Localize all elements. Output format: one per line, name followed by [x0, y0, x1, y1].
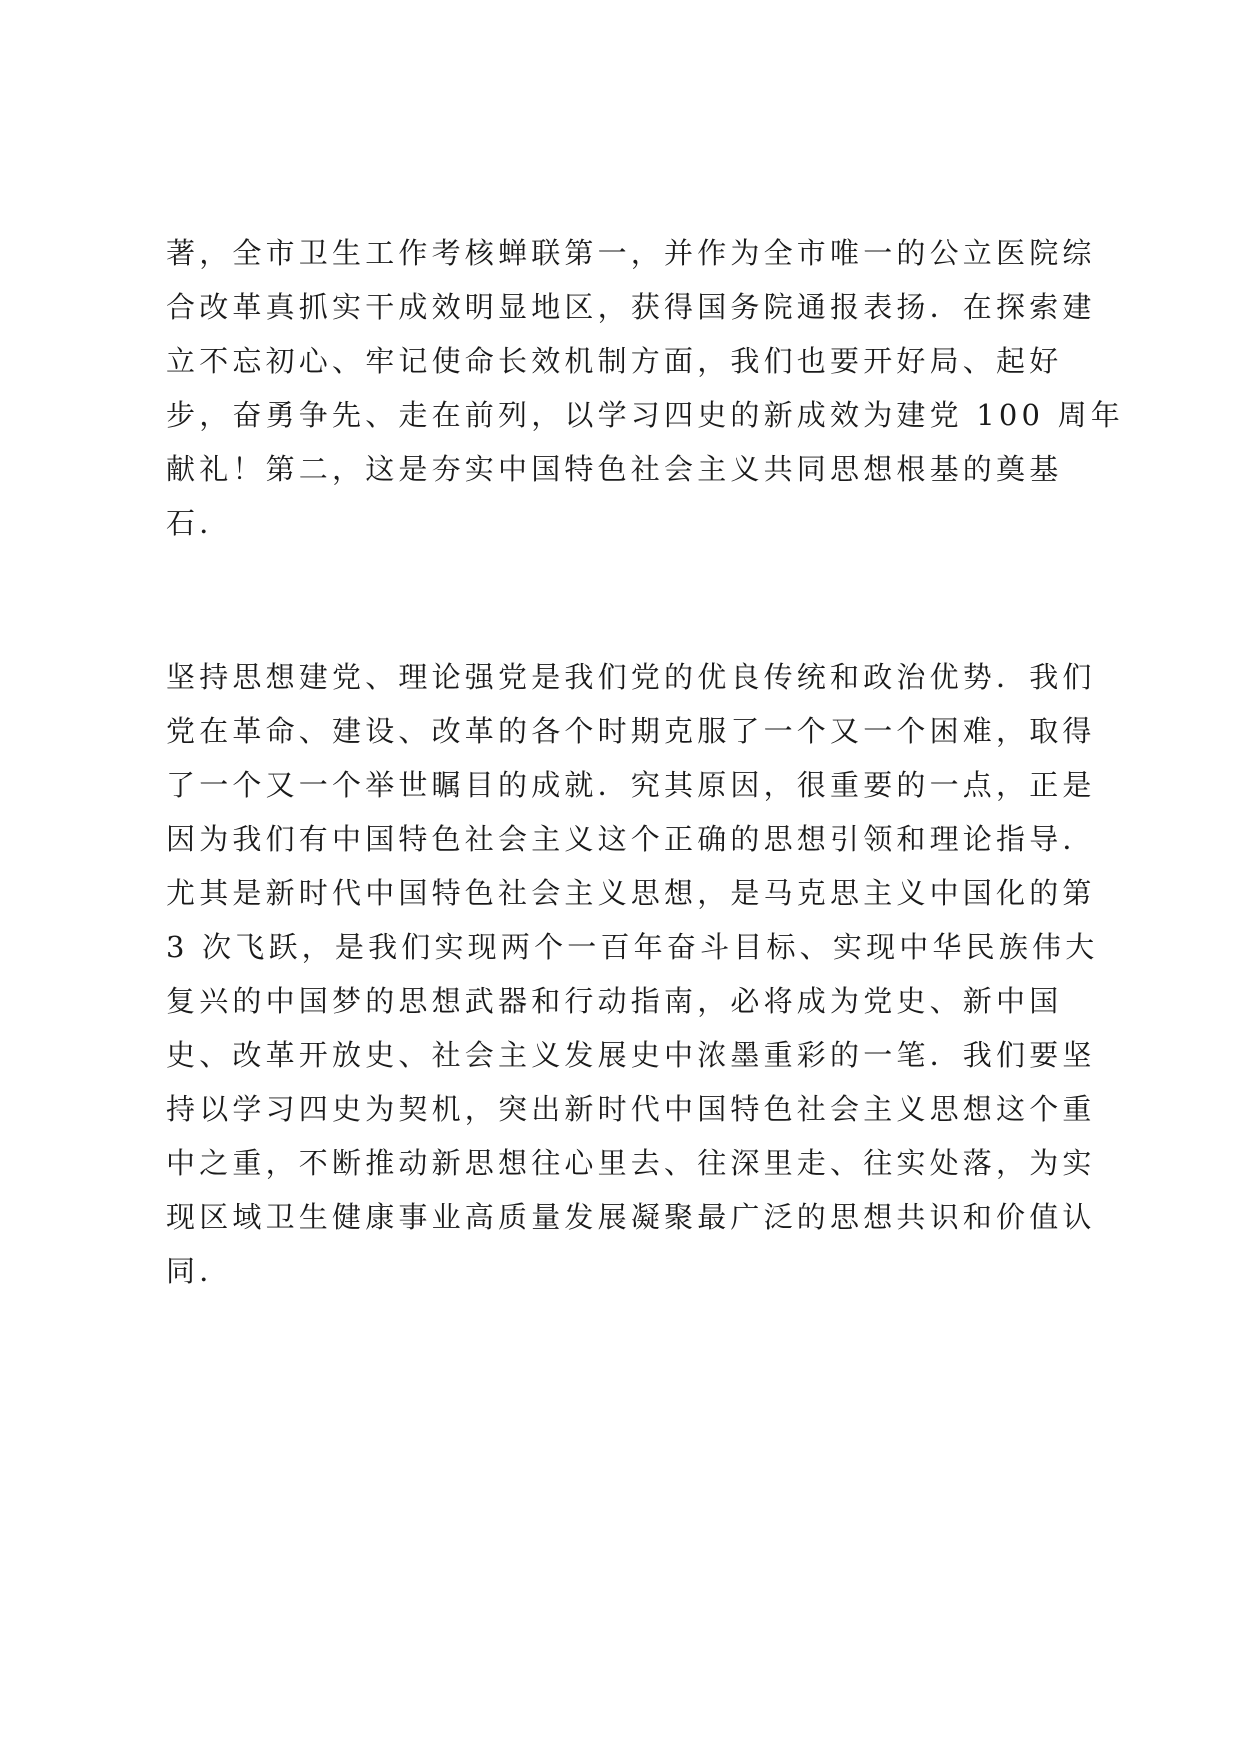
paragraph-line: 持以学习四史为契机，突出新时代中国特色社会主义思想这个重	[166, 1092, 1096, 1126]
paragraph-line: 石．	[166, 506, 233, 540]
paragraph-1	[166, 226, 1124, 550]
paragraph-line: 3 次飞跃，是我们实现两个一百年奋斗目标、实现中华民族伟大	[166, 930, 1099, 964]
paragraph-line: 合改革真抓实干成效明显地区，获得国务院通报表扬．在探索建	[166, 290, 1096, 324]
paragraph-line: 党在革命、建设、改革的各个时期克服了一个又一个困难，取得	[166, 714, 1096, 748]
paragraph-line: 坚持思想建党、理论强党是我们党的优良传统和政治优势．我们	[166, 660, 1096, 694]
paragraph-line: 史、改革开放史、社会主义发展史中浓墨重彩的一笔．我们要坚	[166, 1038, 1096, 1072]
paragraph-line: 因为我们有中国特色社会主义这个正确的思想引领和理论指导．	[166, 822, 1096, 856]
paragraph-line: 现区域卫生健康事业高质量发展凝聚最广泛的思想共识和价值认	[166, 1200, 1096, 1234]
paragraph-line: 中之重，不断推动新思想往心里去、往深里走、往实处落，为实	[166, 1146, 1096, 1180]
paragraph-line: 献礼！第二，这是夯实中国特色社会主义共同思想根基的奠基	[166, 452, 1063, 486]
paragraph-line: 立不忘初心、牢记使命长效机制方面，我们也要开好局、起好	[166, 344, 1063, 378]
paragraph-line: 了一个又一个举世瞩目的成就．究其原因，很重要的一点，正是	[166, 768, 1096, 802]
paragraph-line: 同．	[166, 1254, 233, 1288]
paragraph-line: 著，全市卫生工作考核蝉联第一，并作为全市唯一的公立医院综	[166, 236, 1096, 270]
paragraph-2	[166, 650, 1106, 1298]
paragraph-line: 尤其是新时代中国特色社会主义思想，是马克思主义中国化的第	[166, 876, 1096, 910]
paragraph-line: 复兴的中国梦的思想武器和行动指南，必将成为党史、新中国	[166, 984, 1063, 1018]
paragraph-line: 步，奋勇争先、走在前列，以学习四史的新成效为建党 100 周年	[166, 398, 1124, 432]
